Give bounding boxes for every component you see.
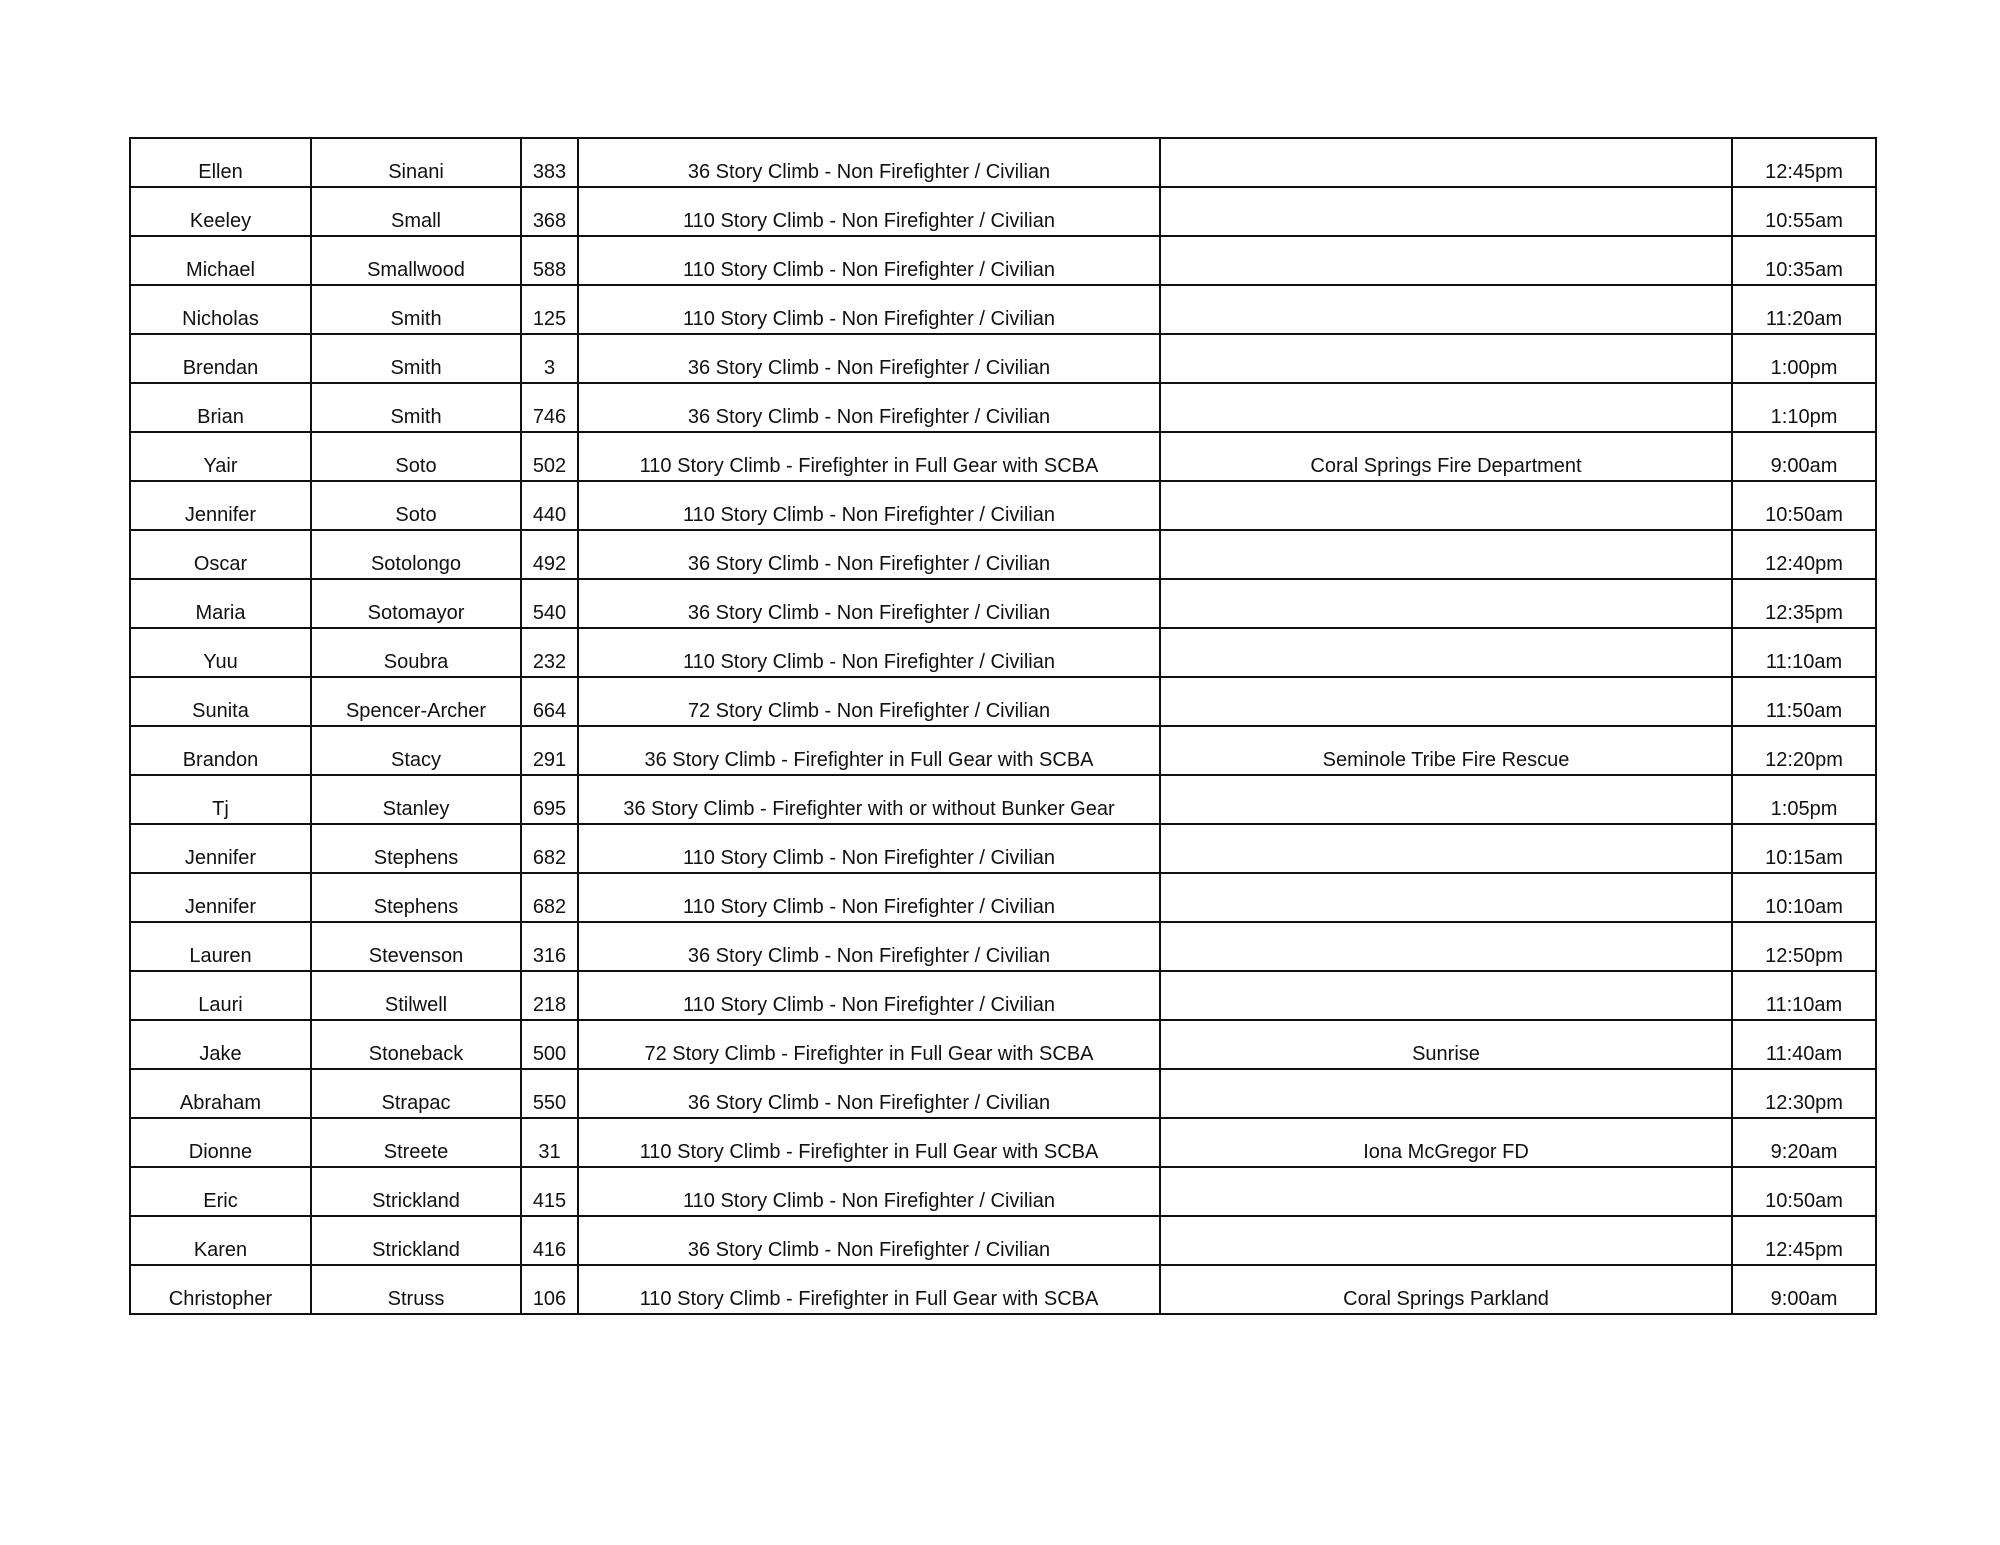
start-time-cell: [1732, 334, 1876, 383]
first-name-text: Ellen: [198, 161, 243, 183]
first-name-cell: [130, 677, 311, 726]
bib-number-text: 31: [538, 1141, 561, 1163]
last-name-cell: [311, 530, 521, 579]
first-name-text: Yuu: [203, 651, 238, 673]
bib-number-text: 682: [532, 847, 567, 869]
department-text: Coral Springs Parkland: [1343, 1288, 1549, 1310]
last-name-text: Smith: [390, 308, 442, 330]
event-cell: [578, 824, 1160, 873]
last-name-text: Streete: [383, 1141, 449, 1163]
first-name-cell: [130, 1118, 311, 1167]
last-name-cell: [311, 726, 521, 775]
start-time-text: 11:10am: [1765, 651, 1843, 673]
last-name-cell: [311, 579, 521, 628]
bib-number-cell: [521, 530, 578, 579]
table-row: [130, 971, 1876, 1020]
first-name-text: Lauren: [189, 945, 252, 967]
event-text: 110 Story Climb - Non Firefighter / Civilian: [683, 651, 1055, 673]
department-text: Sunrise: [1412, 1043, 1480, 1065]
first-name-cell: [130, 922, 311, 971]
bib-number-cell: [521, 922, 578, 971]
last-name-text: Small: [390, 210, 441, 232]
first-name-cell: [130, 530, 311, 579]
event-cell: [578, 1265, 1160, 1314]
start-time-text: 12:45pm: [1765, 1239, 1843, 1261]
bib-number-cell: [521, 1216, 578, 1265]
bib-number-text: 106: [532, 1288, 567, 1310]
event-text: 36 Story Climb - Non Firefighter / Civilian: [687, 1092, 1051, 1114]
bib-number-cell: [521, 1069, 578, 1118]
table-row: [130, 187, 1876, 236]
last-name-cell: [311, 481, 521, 530]
event-cell: [578, 726, 1160, 775]
start-time-cell: [1732, 775, 1876, 824]
last-name-text: Smith: [390, 406, 442, 428]
start-time-text: 10:50am: [1765, 1190, 1843, 1212]
start-time-cell: [1732, 1167, 1876, 1216]
bib-number-cell: [521, 285, 578, 334]
first-name-cell: [130, 285, 311, 334]
first-name-cell: [130, 726, 311, 775]
first-name-cell: [130, 628, 311, 677]
start-time-cell: [1732, 873, 1876, 922]
last-name-text: Sinani: [388, 161, 444, 183]
first-name-text: Dionne: [188, 1141, 253, 1163]
last-name-text: Stevenson: [368, 945, 464, 967]
department-cell: [1160, 1265, 1732, 1314]
event-text: 36 Story Climb - Non Firefighter / Civilian: [687, 602, 1051, 624]
first-name-cell: [130, 824, 311, 873]
department-cell: [1160, 726, 1732, 775]
first-name-text: Brandon: [182, 749, 259, 771]
last-name-text: Smith: [390, 357, 442, 379]
start-time-cell: [1732, 481, 1876, 530]
bib-number-text: 291: [532, 749, 567, 771]
event-cell: [578, 1069, 1160, 1118]
bib-number-text: 415: [532, 1190, 567, 1212]
bib-number-cell: [521, 1118, 578, 1167]
department-cell: [1160, 530, 1732, 579]
bib-number-text: 125: [532, 308, 567, 330]
bib-number-cell: [521, 481, 578, 530]
bib-number-cell: [521, 187, 578, 236]
event-text: 36 Story Climb - Non Firefighter / Civilian: [687, 161, 1051, 183]
department-cell: [1160, 1216, 1732, 1265]
start-time-text: 12:50pm: [1765, 945, 1843, 967]
event-text: 110 Story Climb - Non Firefighter / Civilian: [683, 259, 1055, 281]
bib-number-text: 550: [532, 1092, 567, 1114]
start-time-text: 9:00am: [1770, 1288, 1838, 1310]
first-name-cell: [130, 775, 311, 824]
first-name-cell: [130, 1216, 311, 1265]
table-row: [130, 530, 1876, 579]
bib-number-text: 492: [532, 553, 567, 575]
last-name-cell: [311, 628, 521, 677]
first-name-text: Brian: [197, 406, 244, 428]
table-row: [130, 726, 1876, 775]
last-name-text: Stephens: [373, 847, 459, 869]
start-time-cell: [1732, 138, 1876, 187]
table-row: [130, 579, 1876, 628]
first-name-text: Oscar: [193, 553, 248, 575]
start-time-text: 10:50am: [1765, 504, 1843, 526]
first-name-cell: [130, 1069, 311, 1118]
first-name-cell: [130, 334, 311, 383]
table-row: [130, 628, 1876, 677]
last-name-cell: [311, 383, 521, 432]
event-cell: [578, 187, 1160, 236]
first-name-text: Eric: [203, 1190, 238, 1212]
event-cell: [578, 383, 1160, 432]
event-text: 72 Story Climb - Firefighter in Full Gear with SCBA: [644, 1043, 1094, 1065]
event-text: 110 Story Climb - Non Firefighter / Civilian: [683, 994, 1055, 1016]
event-cell: [578, 1020, 1160, 1069]
start-time-text: 11:40am: [1765, 1043, 1843, 1065]
last-name-cell: [311, 187, 521, 236]
first-name-text: Jake: [199, 1043, 242, 1065]
start-time-cell: [1732, 285, 1876, 334]
start-time-text: 12:30pm: [1765, 1092, 1843, 1114]
bib-number-cell: [521, 383, 578, 432]
first-name-cell: [130, 138, 311, 187]
table-row: [130, 334, 1876, 383]
first-name-text: Jennifer: [184, 896, 257, 918]
event-text: 72 Story Climb - Non Firefighter / Civilian: [687, 700, 1051, 722]
department-cell: [1160, 138, 1732, 187]
event-text: 110 Story Climb - Firefighter in Full Gear with SCBA: [639, 1141, 1099, 1163]
start-time-cell: [1732, 922, 1876, 971]
department-cell: [1160, 1167, 1732, 1216]
last-name-text: Soto: [395, 455, 437, 477]
last-name-text: Soto: [395, 504, 437, 526]
bib-number-cell: [521, 677, 578, 726]
first-name-cell: [130, 1167, 311, 1216]
department-cell: [1160, 824, 1732, 873]
event-cell: [578, 1118, 1160, 1167]
event-cell: [578, 530, 1160, 579]
start-time-text: 1:05pm: [1770, 798, 1838, 820]
department-cell: [1160, 775, 1732, 824]
bib-number-cell: [521, 775, 578, 824]
event-text: 36 Story Climb - Non Firefighter / Civilian: [687, 357, 1051, 379]
department-cell: [1160, 922, 1732, 971]
start-time-text: 9:00am: [1770, 455, 1838, 477]
last-name-text: Struss: [387, 1288, 445, 1310]
bib-number-text: 695: [532, 798, 567, 820]
table-row: [130, 1167, 1876, 1216]
bib-number-cell: [521, 432, 578, 481]
bib-number-text: 500: [532, 1043, 567, 1065]
bib-number-cell: [521, 579, 578, 628]
department-cell: [1160, 285, 1732, 334]
last-name-cell: [311, 236, 521, 285]
first-name-cell: [130, 187, 311, 236]
event-text: 36 Story Climb - Non Firefighter / Civilian: [687, 1239, 1051, 1261]
table-row: [130, 1216, 1876, 1265]
bib-number-cell: [521, 971, 578, 1020]
table-row: [130, 285, 1876, 334]
bib-number-text: 3: [543, 357, 556, 379]
last-name-text: Spencer-Archer: [345, 700, 487, 722]
event-cell: [578, 285, 1160, 334]
first-name-cell: [130, 971, 311, 1020]
start-time-text: 11:10am: [1765, 994, 1843, 1016]
department-cell: [1160, 1020, 1732, 1069]
event-text: 110 Story Climb - Firefighter in Full Gear with SCBA: [639, 1288, 1099, 1310]
event-text: 36 Story Climb - Non Firefighter / Civilian: [687, 406, 1051, 428]
start-time-cell: [1732, 1020, 1876, 1069]
last-name-cell: [311, 1020, 521, 1069]
bib-number-text: 682: [532, 896, 567, 918]
last-name-cell: [311, 1216, 521, 1265]
first-name-text: Brendan: [182, 357, 259, 379]
bib-number-text: 664: [532, 700, 567, 722]
event-cell: [578, 971, 1160, 1020]
first-name-text: Maria: [195, 602, 246, 624]
event-text: 110 Story Climb - Non Firefighter / Civilian: [683, 1190, 1055, 1212]
department-cell: [1160, 432, 1732, 481]
first-name-cell: [130, 432, 311, 481]
first-name-text: Lauri: [198, 994, 243, 1016]
bib-number-text: 218: [532, 994, 567, 1016]
start-time-cell: [1732, 1216, 1876, 1265]
event-cell: [578, 138, 1160, 187]
event-text: 36 Story Climb - Non Firefighter / Civilian: [687, 553, 1051, 575]
event-cell: [578, 775, 1160, 824]
roster-sheet: [129, 137, 1875, 1315]
last-name-text: Strapac: [381, 1092, 451, 1114]
start-time-cell: [1732, 432, 1876, 481]
event-cell: [578, 1216, 1160, 1265]
bib-number-cell: [521, 726, 578, 775]
bib-number-text: 368: [532, 210, 567, 232]
last-name-text: Smallwood: [367, 259, 465, 281]
first-name-cell: [130, 1265, 311, 1314]
bib-number-cell: [521, 628, 578, 677]
department-cell: [1160, 873, 1732, 922]
event-text: 36 Story Climb - Non Firefighter / Civilian: [687, 945, 1051, 967]
last-name-cell: [311, 1167, 521, 1216]
last-name-cell: [311, 334, 521, 383]
start-time-cell: [1732, 677, 1876, 726]
last-name-text: Strickland: [372, 1239, 460, 1261]
event-text: 110 Story Climb - Non Firefighter / Civilian: [683, 847, 1055, 869]
bib-number-text: 316: [532, 945, 567, 967]
first-name-text: Jennifer: [184, 847, 257, 869]
last-name-cell: [311, 1069, 521, 1118]
roster-table-body: [130, 138, 1876, 1314]
start-time-text: 10:35am: [1765, 259, 1843, 281]
bib-number-cell: [521, 873, 578, 922]
roster-table: [129, 137, 1877, 1315]
bib-number-text: 416: [532, 1239, 567, 1261]
event-cell: [578, 432, 1160, 481]
first-name-text: Jennifer: [184, 504, 257, 526]
start-time-text: 10:15am: [1765, 847, 1843, 869]
event-text: 110 Story Climb - Non Firefighter / Civilian: [683, 896, 1055, 918]
table-row: [130, 677, 1876, 726]
table-row: [130, 873, 1876, 922]
last-name-cell: [311, 1265, 521, 1314]
start-time-text: 1:00pm: [1770, 357, 1838, 379]
first-name-cell: [130, 1020, 311, 1069]
bib-number-text: 383: [532, 161, 567, 183]
table-row: [130, 824, 1876, 873]
last-name-cell: [311, 138, 521, 187]
event-text: 36 Story Climb - Firefighter in Full Gear with SCBA: [644, 749, 1094, 771]
department-text: Iona McGregor FD: [1363, 1141, 1529, 1163]
event-cell: [578, 677, 1160, 726]
bib-number-text: 440: [532, 504, 567, 526]
bib-number-text: 232: [532, 651, 567, 673]
department-cell: [1160, 383, 1732, 432]
start-time-cell: [1732, 1265, 1876, 1314]
bib-number-cell: [521, 138, 578, 187]
first-name-text: Sunita: [192, 700, 249, 722]
last-name-cell: [311, 775, 521, 824]
first-name-text: Christopher: [168, 1288, 273, 1310]
last-name-cell: [311, 824, 521, 873]
first-name-text: Michael: [186, 259, 255, 281]
start-time-cell: [1732, 1069, 1876, 1118]
start-time-text: 10:10am: [1765, 896, 1843, 918]
first-name-cell: [130, 579, 311, 628]
last-name-cell: [311, 922, 521, 971]
table-row: [130, 1118, 1876, 1167]
table-row: [130, 383, 1876, 432]
event-text: 36 Story Climb - Firefighter with or without Bunker Gear: [623, 798, 1115, 820]
last-name-text: Sotomayor: [367, 602, 465, 624]
department-cell: [1160, 481, 1732, 530]
start-time-cell: [1732, 824, 1876, 873]
first-name-text: Tj: [212, 798, 229, 820]
last-name-text: Soubra: [383, 651, 449, 673]
event-cell: [578, 922, 1160, 971]
event-cell: [578, 579, 1160, 628]
start-time-text: 12:20pm: [1765, 749, 1843, 771]
bib-number-text: 502: [532, 455, 567, 477]
last-name-text: Stephens: [373, 896, 459, 918]
table-row: [130, 1020, 1876, 1069]
event-cell: [578, 873, 1160, 922]
table-row: [130, 432, 1876, 481]
start-time-cell: [1732, 971, 1876, 1020]
department-cell: [1160, 1069, 1732, 1118]
first-name-text: Keeley: [189, 210, 252, 232]
event-text: 110 Story Climb - Non Firefighter / Civilian: [683, 308, 1055, 330]
first-name-cell: [130, 236, 311, 285]
start-time-cell: [1732, 187, 1876, 236]
first-name-text: Karen: [193, 1239, 248, 1261]
first-name-text: Abraham: [179, 1092, 262, 1114]
start-time-cell: [1732, 628, 1876, 677]
start-time-text: 11:50am: [1765, 700, 1843, 722]
bib-number-cell: [521, 1265, 578, 1314]
event-cell: [578, 236, 1160, 285]
last-name-text: Stanley: [382, 798, 450, 820]
start-time-cell: [1732, 726, 1876, 775]
last-name-cell: [311, 285, 521, 334]
start-time-cell: [1732, 236, 1876, 285]
bib-number-cell: [521, 236, 578, 285]
event-cell: [578, 1167, 1160, 1216]
department-cell: [1160, 236, 1732, 285]
last-name-text: Stacy: [390, 749, 442, 771]
first-name-text: Yair: [203, 455, 238, 477]
start-time-text: 12:35pm: [1765, 602, 1843, 624]
department-cell: [1160, 628, 1732, 677]
department-text: Seminole Tribe Fire Rescue: [1322, 749, 1570, 771]
start-time-text: 12:45pm: [1765, 161, 1843, 183]
start-time-cell: [1732, 1118, 1876, 1167]
event-cell: [578, 481, 1160, 530]
table-row: [130, 922, 1876, 971]
bib-number-text: 588: [532, 259, 567, 281]
start-time-text: 1:10pm: [1770, 406, 1838, 428]
first-name-cell: [130, 383, 311, 432]
first-name-cell: [130, 481, 311, 530]
last-name-cell: [311, 971, 521, 1020]
start-time-cell: [1732, 383, 1876, 432]
bib-number-text: 540: [532, 602, 567, 624]
department-text: Coral Springs Fire Department: [1310, 455, 1582, 477]
department-cell: [1160, 971, 1732, 1020]
table-row: [130, 138, 1876, 187]
first-name-text: Nicholas: [182, 308, 259, 330]
table-row: [130, 481, 1876, 530]
bib-number-cell: [521, 824, 578, 873]
event-cell: [578, 334, 1160, 383]
bib-number-cell: [521, 1020, 578, 1069]
event-text: 110 Story Climb - Non Firefighter / Civilian: [683, 504, 1055, 526]
bib-number-cell: [521, 1167, 578, 1216]
department-cell: [1160, 677, 1732, 726]
last-name-cell: [311, 432, 521, 481]
event-text: 110 Story Climb - Firefighter in Full Gear with SCBA: [639, 455, 1099, 477]
last-name-cell: [311, 873, 521, 922]
last-name-cell: [311, 1118, 521, 1167]
last-name-text: Stilwell: [384, 994, 448, 1016]
start-time-text: 10:55am: [1765, 210, 1843, 232]
start-time-text: 9:20am: [1770, 1141, 1838, 1163]
start-time-cell: [1732, 530, 1876, 579]
last-name-text: Sotolongo: [370, 553, 462, 575]
last-name-cell: [311, 677, 521, 726]
table-row: [130, 775, 1876, 824]
start-time-cell: [1732, 579, 1876, 628]
department-cell: [1160, 1118, 1732, 1167]
department-cell: [1160, 579, 1732, 628]
bib-number-cell: [521, 334, 578, 383]
event-cell: [578, 628, 1160, 677]
table-row: [130, 236, 1876, 285]
start-time-text: 12:40pm: [1765, 553, 1843, 575]
table-row: [130, 1265, 1876, 1314]
first-name-cell: [130, 873, 311, 922]
table-row: [130, 1069, 1876, 1118]
last-name-text: Stoneback: [368, 1043, 464, 1065]
event-text: 110 Story Climb - Non Firefighter / Civilian: [683, 210, 1055, 232]
start-time-text: 11:20am: [1765, 308, 1843, 330]
department-cell: [1160, 187, 1732, 236]
last-name-text: Strickland: [372, 1190, 460, 1212]
bib-number-text: 746: [532, 406, 567, 428]
department-cell: [1160, 334, 1732, 383]
